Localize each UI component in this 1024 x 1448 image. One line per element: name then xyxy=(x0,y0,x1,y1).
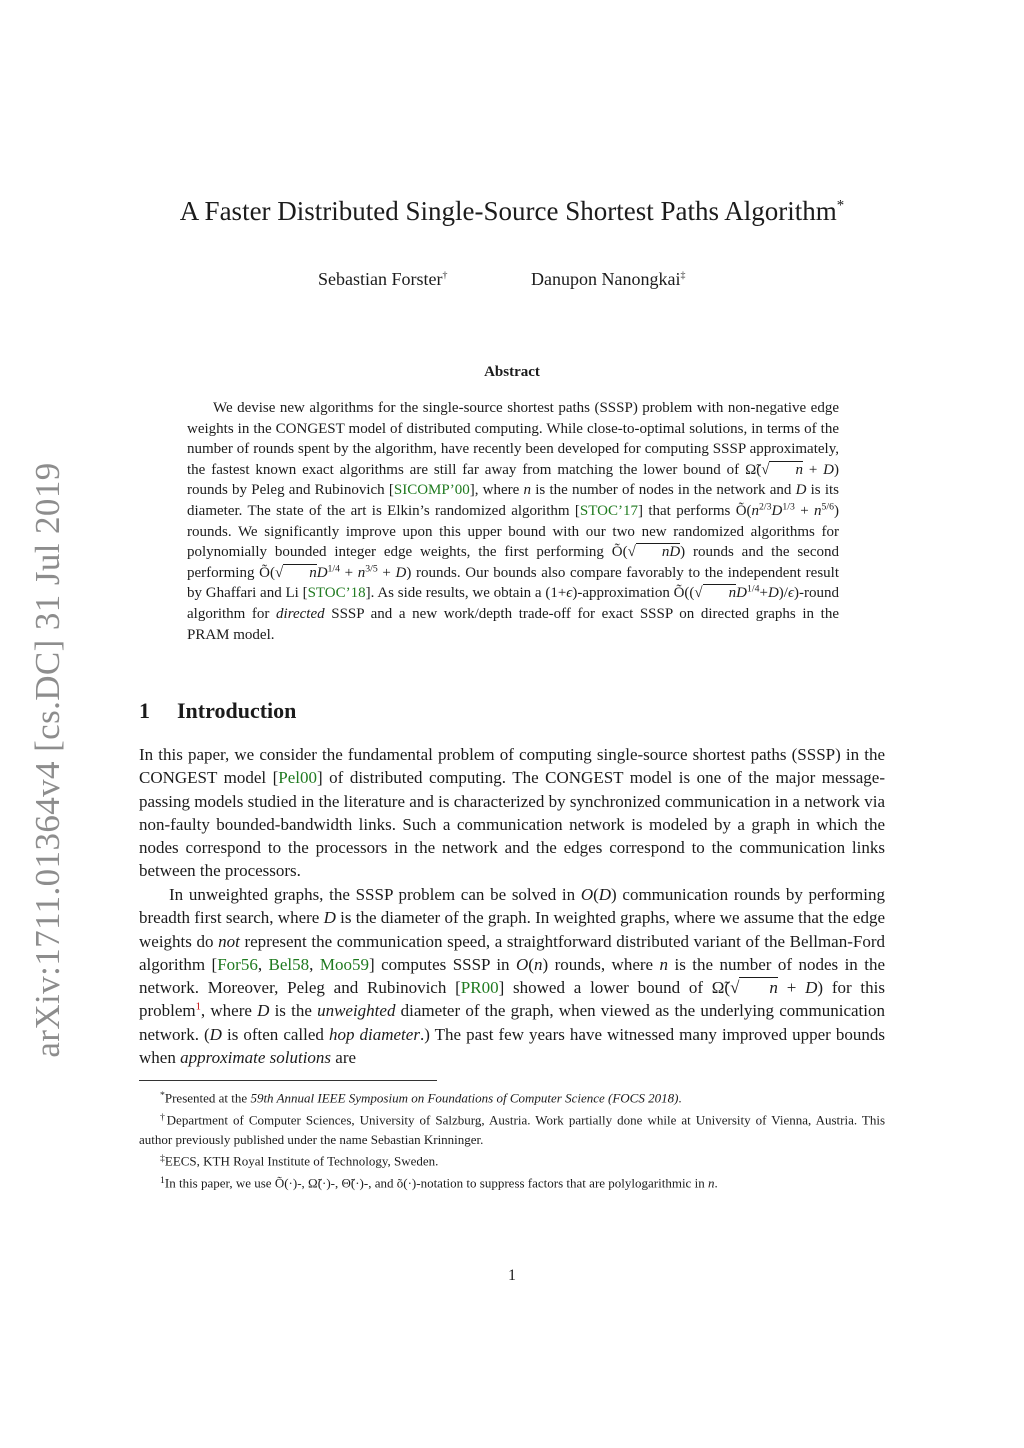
cite-bel58[interactable]: Bel58 xyxy=(268,954,310,974)
footnote-nanongkai-affiliation: ‡EECS, KTH Royal Institute of Technology, Sweden. xyxy=(160,1153,439,1169)
cite-pr00[interactable]: PR00 xyxy=(460,978,499,998)
cite-stoc17[interactable]: STOC’17 xyxy=(579,502,638,519)
section-heading-introduction: 1 Introduction xyxy=(139,698,297,723)
intro-paragraph-2: In unweighted graphs, the SSSP problem can be solved in O(D) communication rounds by performing breadth first search, where D is the diameter of the graph. In weighted graphs, where we assume that the edge weights do not represent the communication speed, a straightforward distributed variant of the Bellman-Ford algorithm [For56, Bel58, Moo59] computes SSSP in O(n) rounds, where n is the number of nodes in the network. Moreover, Peleg and Rubinovich [PR00] showed a lower bound of Ω̃(√ n + D) for this problem$^1$, where D is the unweighted diameter of the graph, when viewed as the underlying communication network. (D is often called hop diameter.) The past few years have witnessed many improved upper bounds when approximate solutions are xyxy=(139,885,886,1068)
intro-paragraph-1: In this paper, we consider the fundamental problem of computing single-source shortest paths (SSSP) in the CONGEST model [Pel00] of distributed computing. The CONGEST model is one of the major message-passing models studied in the literature and is characterized by synchronized communication in a network via non-faulty bounded-bandwidth links. Such a communication network is modeled by a graph in which the nodes correspond to the processors in the network and the edges correspond to the communication links between the processors. xyxy=(139,745,886,881)
title-footnote-mark: * xyxy=(836,197,845,214)
cite-pel00[interactable]: Pel00 xyxy=(278,768,317,788)
cite-for56[interactable]: For56 xyxy=(217,954,258,974)
page-number: 1 xyxy=(508,1267,516,1284)
footnote-focs: *Presented at the 59th Annual IEEE Symposium on Foundations of Computer Science (FOCS 2018). xyxy=(160,1090,682,1106)
cite-moo59[interactable]: Moo59 xyxy=(319,954,369,974)
abstract-heading: Abstract xyxy=(484,364,540,380)
abstract-text: We devise new algorithms for the single-source shortest paths (SSSP) problem with non-negative edge weights in the CONGEST model of distributed computing. While close-to-optimal solutions, in terms of the number of rounds spent by the algorithm, have recently been developed for computing SSSP approximately, the fastest known exact algorithms are still far away from matching the lower bound of Ω̃(√ n + D) rounds by Peleg and Rubinovich [SICOMP’00], where n is the number of nodes in the network and D is its diameter. The state of the art is Elkin’s randomized algorithm [STOC’17] that performs $Õ(n^{2/3}D^{1/3} + n^{5/6})$ rounds. We significantly improve upon this upper bound with our two new randomized algorithms for polynomially bounded integer edge weights, the first performing Õ(√ nD) rounds and the second performing Õ(√ $nD^{1/4} + n^{3/5} + D$) rounds. Our bounds also compare favorably to the independent result by Ghaffari and Li [STOC’18]. As side results, we obtain a (1+ϵ)-approximation Õ((√ $nD^{1/4}+D)/\epsilon$)-round algorithm for directed SSSP and a new work/depth trade-off for exact SSSP on directed graphs in the PRAM model. xyxy=(187,400,840,643)
author-forster: Sebastian Forster† xyxy=(318,269,448,289)
footnote-forster-affiliation: †Department of Computer Sciences, University of Salzburg, Austria. Work partially done while at University of Vienna, Austria. This author previously published under the name Sebastian Krinninger. xyxy=(139,1111,886,1147)
arxiv-side-stamp xyxy=(18,460,78,1060)
footnote-rule xyxy=(139,1080,437,1081)
footnotes xyxy=(139,1086,885,1193)
author-nanongkai: Danupon Nanongkai‡ xyxy=(531,269,686,289)
cite-sicomp00[interactable]: SICOMP’00 xyxy=(393,482,470,499)
paper-title: A Faster Distributed Single-Source Shortest Paths Algorithm* xyxy=(179,196,845,226)
footnote-notation: $^1$In this paper, we use Õ(·)-, Ω̃(·)-, Θ̃(·)-, and õ(·)-notation to suppress factors that are polylogarithmic in n. xyxy=(160,1175,718,1191)
footnote-ref-1[interactable]: 1 xyxy=(195,1002,201,1014)
arxiv-identifier: arXiv:1711.01364v4 [cs.DC] 31 Jul 2019 xyxy=(28,462,67,1058)
cite-stoc18[interactable]: STOC’18 xyxy=(307,585,366,602)
